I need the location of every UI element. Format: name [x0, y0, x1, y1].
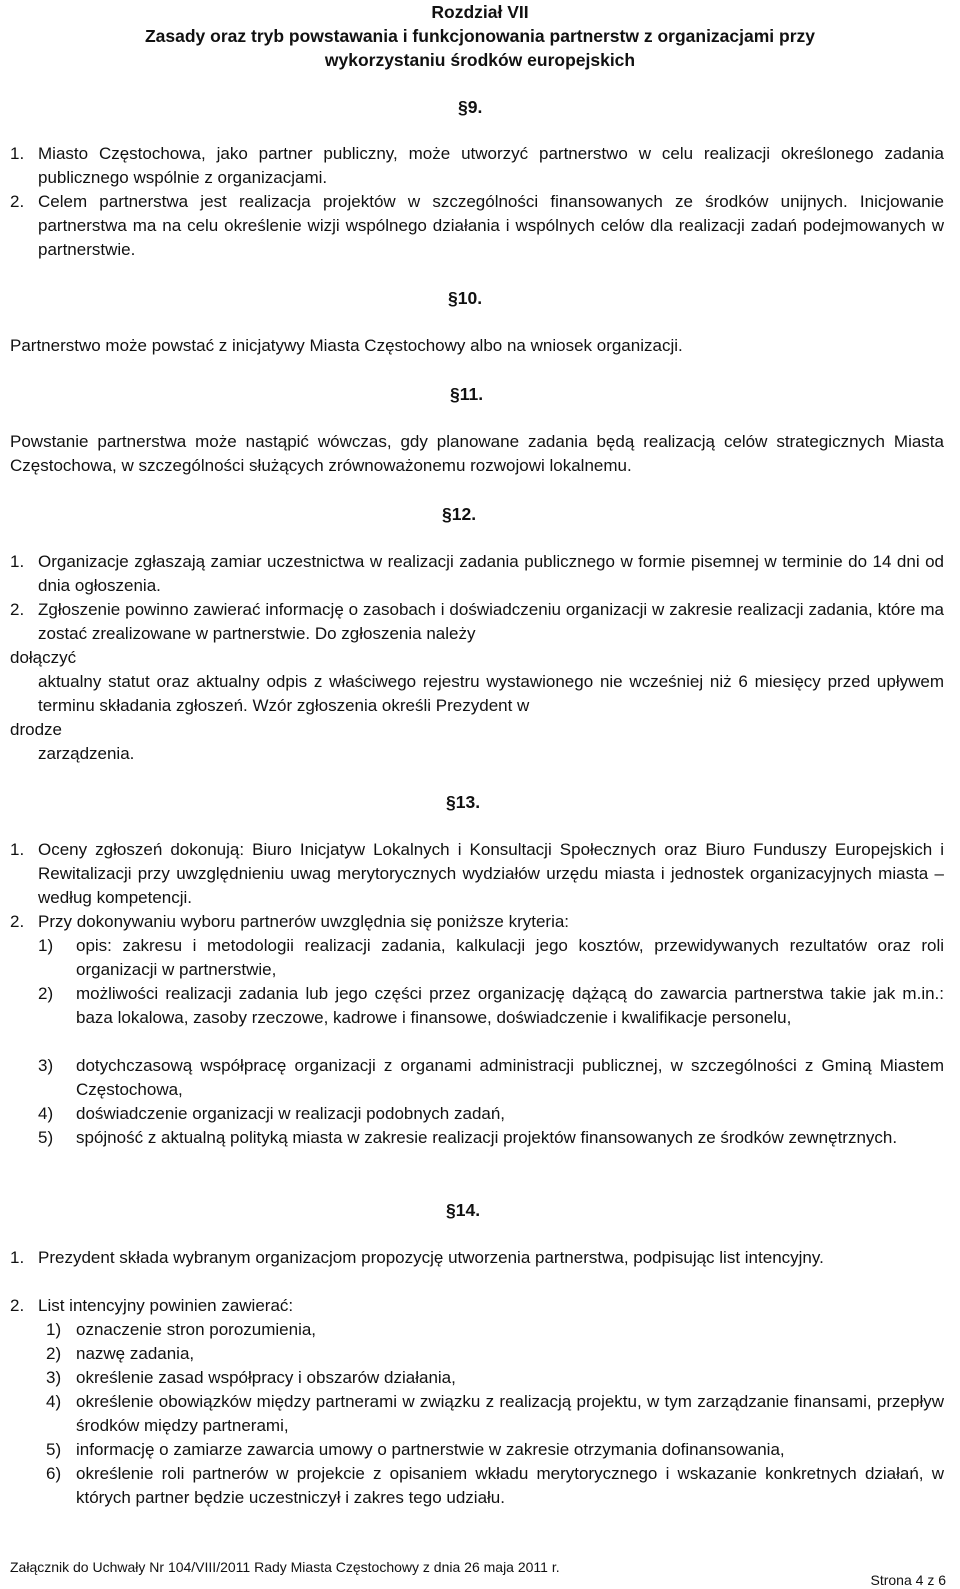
intent-item-6-number: 6)	[46, 1464, 62, 1483]
s9-item1-text: Miasto Częstochowa, jako partner publiczny, może utworzyć partnerstwo w celu realizacji określonego zadania publicznego wspólnie z organizacjami.	[38, 144, 944, 187]
section-sign: §	[442, 504, 452, 524]
s11-text: Powstanie partnerstwa może nastąpić wówczas, gdy planowane zadania będą realizacją celów strategicznych Miasta Częstochowa, w szczególności służących zrównoważonemu rozwojowi lokalnemu.	[10, 432, 944, 475]
intent-item-4-text: określenie obowiązków między partnerami w związku z realizacją projektu, w tym zarządzanie finansami, przepływ środków między partnerami,	[76, 1392, 944, 1435]
s12-item2-text-b: dołączyć	[10, 648, 77, 667]
section-sign: §	[446, 792, 456, 812]
intent-item-3-number: 3)	[46, 1368, 62, 1387]
intent-item-6-text: określenie roli partnerów w projekcie z opisaniem wkładu merytorycznego i wskazanie konkretnych działań, w których partner będzie uczestniczył i zakres tego udziału.	[76, 1464, 944, 1507]
chapter-heading: Rozdział VII	[431, 2, 529, 22]
criteria-5-number: 5)	[38, 1128, 54, 1147]
intent-item-5-text: informację o zamiarze zawarcia umowy o partnerstwie w zakresie otrzymania dofinansowania,	[76, 1440, 785, 1459]
section-sign: §	[446, 1200, 456, 1220]
intent-item-5-number: 5)	[46, 1440, 62, 1459]
criteria-2-text: możliwości realizacji zadania lub jego części przez organizację dążącą do zawarcia partnerstwa takie jak m.in.: baza lokalowa, zasoby rzeczowe, kadrowe i finansowe, doświadczenie i kwalifikacje personelu,	[76, 984, 944, 1027]
page-number: Strona 4 z 6	[870, 1572, 946, 1588]
intent-item-2-text: nazwę zadania,	[76, 1344, 195, 1363]
intent-item-2-number: 2)	[46, 1344, 62, 1363]
intent-item-1-text: oznaczenie stron porozumienia,	[76, 1320, 317, 1339]
section-11-heading: §11.	[450, 384, 484, 404]
s12-item1-number: 1.	[10, 552, 25, 571]
s9-item2-number: 2.	[10, 192, 25, 211]
s12-item2-text-e: zarządzenia.	[38, 744, 135, 763]
chapter-title-line2: wykorzystaniu środków europejskich	[324, 50, 636, 70]
criteria-1-text: opis: zakresu i metodologii realizacji zadania, kalkulacji jego kosztów, przewidywanych rezultatów oraz roli organizacji w partnerstwie,	[76, 936, 944, 979]
criteria-5-text: spójność z aktualną polityką miasta w zakresie realizacji projektów finansowanych ze środków zewnętrznych.	[76, 1128, 898, 1147]
section-sign: §	[448, 288, 458, 308]
s9-item2-text: Celem partnerstwa jest realizacja projektów w szczególności finansowanych ze środków unijnych. Inicjowanie partnerstwa ma na celu określenie wizji wspólnego działania i wspólnych celów dla realizacji zadań podejmowanych w partnerstwie.	[38, 192, 944, 259]
chapter-title-line1: Zasady oraz tryb powstawania i funkcjonowania partnerstw z organizacjami przy	[144, 26, 816, 46]
criteria-1-number: 1)	[38, 936, 54, 955]
s12-item1-text: Organizacje zgłaszają zamiar uczestnictwa w realizacji zadania publicznego w formie pisemnej w terminie do 14 dni od dnia ogłoszenia.	[38, 552, 944, 595]
footer-note: Załącznik do Uchwały Nr 104/VIII/2011 Rady Miasta Częstochowy z dnia 26 maja 2011 r.	[10, 1559, 560, 1575]
s13-item1-text: Oceny zgłoszeń dokonują: Biuro Inicjatyw Lokalnych i Konsultacji Społecznych oraz Biuro Funduszy Europejskich i Rewitalizacji przy uwzględnieniu uwag merytorycznych wydziałów urzędu miasta i jednostek organizacyjnych miasta – według kompetencji.	[38, 840, 944, 907]
s13-item2-number: 2.	[10, 912, 25, 931]
s12-item2-text-c: aktualny statut oraz aktualny odpis z właściwego rejestru wystawionego nie wcześniej niż 6 miesięcy przed upływem terminu składania zgłoszeń. Wzór zgłoszenia określi Prezydent w	[38, 672, 944, 715]
s12-item2-number: 2.	[10, 600, 25, 619]
s12-item2-text-d: drodze	[10, 720, 62, 739]
s12-item2-text-a: Zgłoszenie powinno zawierać informację o zasobach i doświadczeniu organizacji w zakresie realizacji zadania, które ma zostać zrealizowane w partnerstwie. Do zgłoszenia należy	[38, 600, 944, 643]
section-13-heading: §13.	[446, 792, 481, 812]
section-sign: §	[458, 97, 468, 117]
section-10-heading: §10.	[448, 288, 483, 308]
s14-item1-text: Prezydent składa wybranym organizacjom propozycję utworzenia partnerstwa, podpisując list intencyjny.	[38, 1248, 824, 1267]
criteria-4-text: doświadczenie organizacji w realizacji podobnych zadań,	[76, 1104, 506, 1123]
intent-item-1-number: 1)	[46, 1320, 62, 1339]
s14-item2-number: 2.	[10, 1296, 25, 1315]
criteria-4-number: 4)	[38, 1104, 54, 1123]
section-sign: §	[450, 384, 460, 404]
section-14-heading: §14.	[446, 1200, 481, 1220]
intent-item-3-text: określenie zasad współpracy i obszarów działania,	[76, 1368, 456, 1387]
criteria-3-text: dotychczasową współpracę organizacji z organami administracji publicznej, w szczególności z Gminą Miastem Częstochowa,	[76, 1056, 944, 1099]
s14-item2-text: List intencyjny powinien zawierać:	[38, 1296, 294, 1315]
intent-item-4-number: 4)	[46, 1392, 62, 1411]
s10-text: Partnerstwo może powstać z inicjatywy Miasta Częstochowy albo na wniosek organizacji.	[10, 336, 683, 355]
s13-item2-text: Przy dokonywaniu wyboru partnerów uwzględnia się poniższe kryteria:	[38, 912, 570, 931]
s9-item1-number: 1.	[10, 144, 25, 163]
criteria-2-number: 2)	[38, 984, 54, 1003]
s14-item1-number: 1.	[10, 1248, 25, 1267]
criteria-3-number: 3)	[38, 1056, 54, 1075]
s13-item1-number: 1.	[10, 840, 25, 859]
section-12-heading: §12.	[442, 504, 477, 524]
section-9-heading: §9.	[458, 97, 483, 117]
